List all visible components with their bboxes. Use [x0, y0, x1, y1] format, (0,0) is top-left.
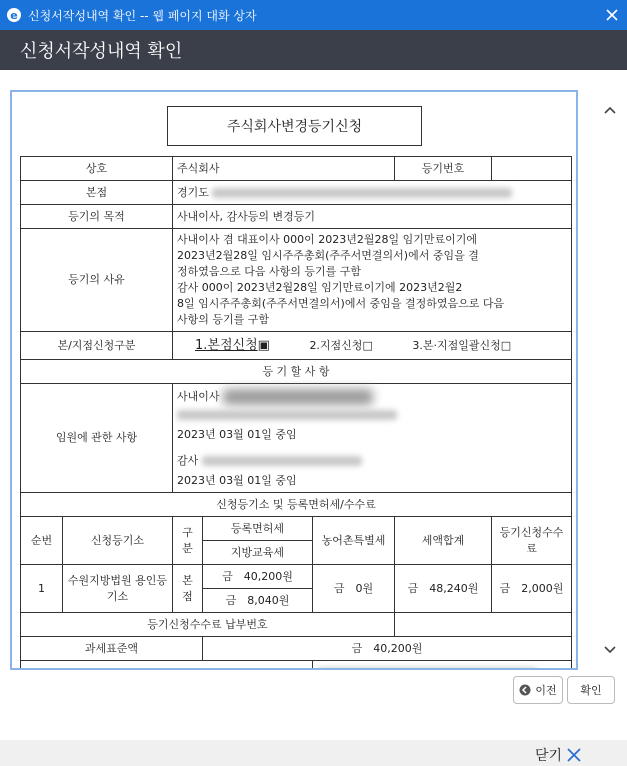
partial-cell	[313, 661, 572, 671]
close-icon	[606, 9, 618, 21]
cause-line: 2023년2월28일 임시주주총회(주주서면결의서)에서 중임을 결	[177, 249, 479, 262]
cause-line: 사항의 등기를 구함	[177, 313, 270, 326]
trade-name-value: 주식회사	[173, 157, 395, 181]
col-farm-tax: 농어촌특별세	[313, 517, 395, 565]
cause-line: 정하였음으로 다음 사항의 등기를 구함	[177, 265, 362, 278]
redacted-name	[223, 389, 373, 405]
col-fee: 등기신청수수료	[492, 517, 572, 565]
fee-payment-value	[395, 613, 572, 637]
cause-line: 감사 000이 2023년2월28일 임기만료이기에 2023년2월2	[177, 281, 463, 294]
table-row	[21, 384, 572, 493]
reg-items-header: 등 기 할 사 항	[21, 360, 572, 384]
row1-farm-tax: 금 0원	[313, 565, 395, 613]
row1-office: 수원지방법원 용인등기소	[63, 565, 173, 613]
officer-director: 사내이사	[177, 389, 567, 405]
table-row	[21, 229, 572, 332]
branch-option-head: 1.본점신청▣	[195, 337, 270, 353]
row1-reg-tax: 금 40,200원	[203, 565, 313, 589]
close-button-label: 닫기	[535, 748, 563, 764]
table-row	[21, 613, 572, 637]
prev-button[interactable]	[513, 676, 563, 704]
window-title: 신청서작성내역 확인 -- 웹 페이지 대화 상자	[28, 8, 257, 23]
dialog-footer	[0, 740, 627, 766]
cause-label: 등기의 사유	[21, 229, 173, 332]
table-row	[21, 205, 572, 229]
branch-label: 본/지점신청구분	[21, 332, 173, 360]
head-office-value: 경기도	[173, 181, 572, 205]
document-title: 주식회사변경등기신청	[167, 106, 422, 146]
table-row	[21, 637, 572, 661]
chevron-down-icon	[604, 646, 616, 654]
cause-value	[173, 229, 572, 332]
redacted-line	[177, 407, 567, 423]
partial-cell	[21, 661, 313, 671]
close-button[interactable]	[535, 744, 597, 766]
row1-no: 1	[21, 565, 63, 613]
col-tax-total: 세액합계	[395, 517, 492, 565]
table-row	[21, 565, 572, 589]
col-local-edu: 지방교육세	[203, 541, 313, 565]
dialog-header	[0, 30, 627, 70]
table-row	[21, 493, 572, 517]
table-row	[21, 181, 572, 205]
row1-type: 본점	[173, 565, 203, 613]
table-row	[21, 360, 572, 384]
svg-text:e: e	[10, 9, 18, 22]
officer-value	[173, 384, 572, 493]
redacted-address	[212, 188, 512, 198]
table-row	[21, 661, 572, 671]
dialog-header-title: 신청서작성내역 확인	[20, 41, 183, 62]
officer-auditor-date: 2023년 03월 01일 중임	[177, 474, 297, 487]
officer-label: 임원에 관한 사항	[21, 384, 173, 493]
scroll-up-button[interactable]	[598, 100, 622, 120]
officer-auditor: 감사	[177, 453, 567, 469]
scroll-down-button[interactable]	[598, 640, 622, 660]
content-area	[0, 70, 627, 740]
table-row	[21, 517, 572, 541]
prev-button-label: 이전	[535, 684, 557, 697]
row1-local-edu: 금 8,040원	[203, 589, 313, 613]
redacted-name	[202, 456, 362, 466]
close-icon	[566, 747, 582, 763]
table-row	[21, 157, 572, 181]
back-arrow-icon	[519, 684, 531, 696]
cause-line: 8일 임시주주총회(주주서면결의서)에서 중임을 결정하였음으로 다음	[177, 297, 505, 310]
document-scrollbar[interactable]	[598, 100, 622, 660]
purpose-label: 등기의 목적	[21, 205, 173, 229]
document-frame[interactable]	[10, 90, 578, 670]
purpose-value: 사내이사, 감사등의 변경등기	[173, 205, 572, 229]
branch-option-branch: 2.지점신청□	[309, 338, 373, 352]
branch-option-both: 3.본·지점일괄신청□	[412, 338, 512, 352]
reg-no-label: 등기번호	[395, 157, 492, 181]
registration-table	[20, 156, 572, 670]
fee-header: 신청등기소 및 등록면허세/수수료	[21, 493, 572, 517]
tax-base-label: 과세표준액	[21, 637, 203, 661]
col-reg-tax: 등록면허세	[203, 517, 313, 541]
cause-line: 사내이사 겸 대표이사 000이 2023년2월28일 임기만료이기에	[177, 233, 477, 246]
table-row	[21, 332, 572, 360]
col-no: 순번	[21, 517, 63, 565]
col-office: 신청등기소	[63, 517, 173, 565]
window-close-button[interactable]	[597, 0, 627, 30]
ok-button-label: 확인	[580, 684, 602, 697]
tax-base-value: 금 40,200원	[203, 637, 572, 661]
scroll-thumb[interactable]	[602, 124, 618, 404]
row1-tax-total: 금 48,240원	[395, 565, 492, 613]
trade-name-label: 상호	[21, 157, 173, 181]
window-titlebar	[0, 0, 627, 30]
chevron-up-icon	[604, 106, 616, 114]
head-office-label: 본점	[21, 181, 173, 205]
ok-button[interactable]	[567, 676, 615, 704]
officer-director-date: 2023년 03월 01일 중임	[177, 428, 297, 441]
row1-fee: 금 2,000원	[492, 565, 572, 613]
reg-no-value	[492, 157, 572, 181]
ie-browser-icon	[6, 7, 22, 23]
col-type: 구분	[173, 517, 203, 565]
fee-payment-label: 등기신청수수료 납부번호	[21, 613, 395, 637]
branch-options	[173, 332, 572, 360]
